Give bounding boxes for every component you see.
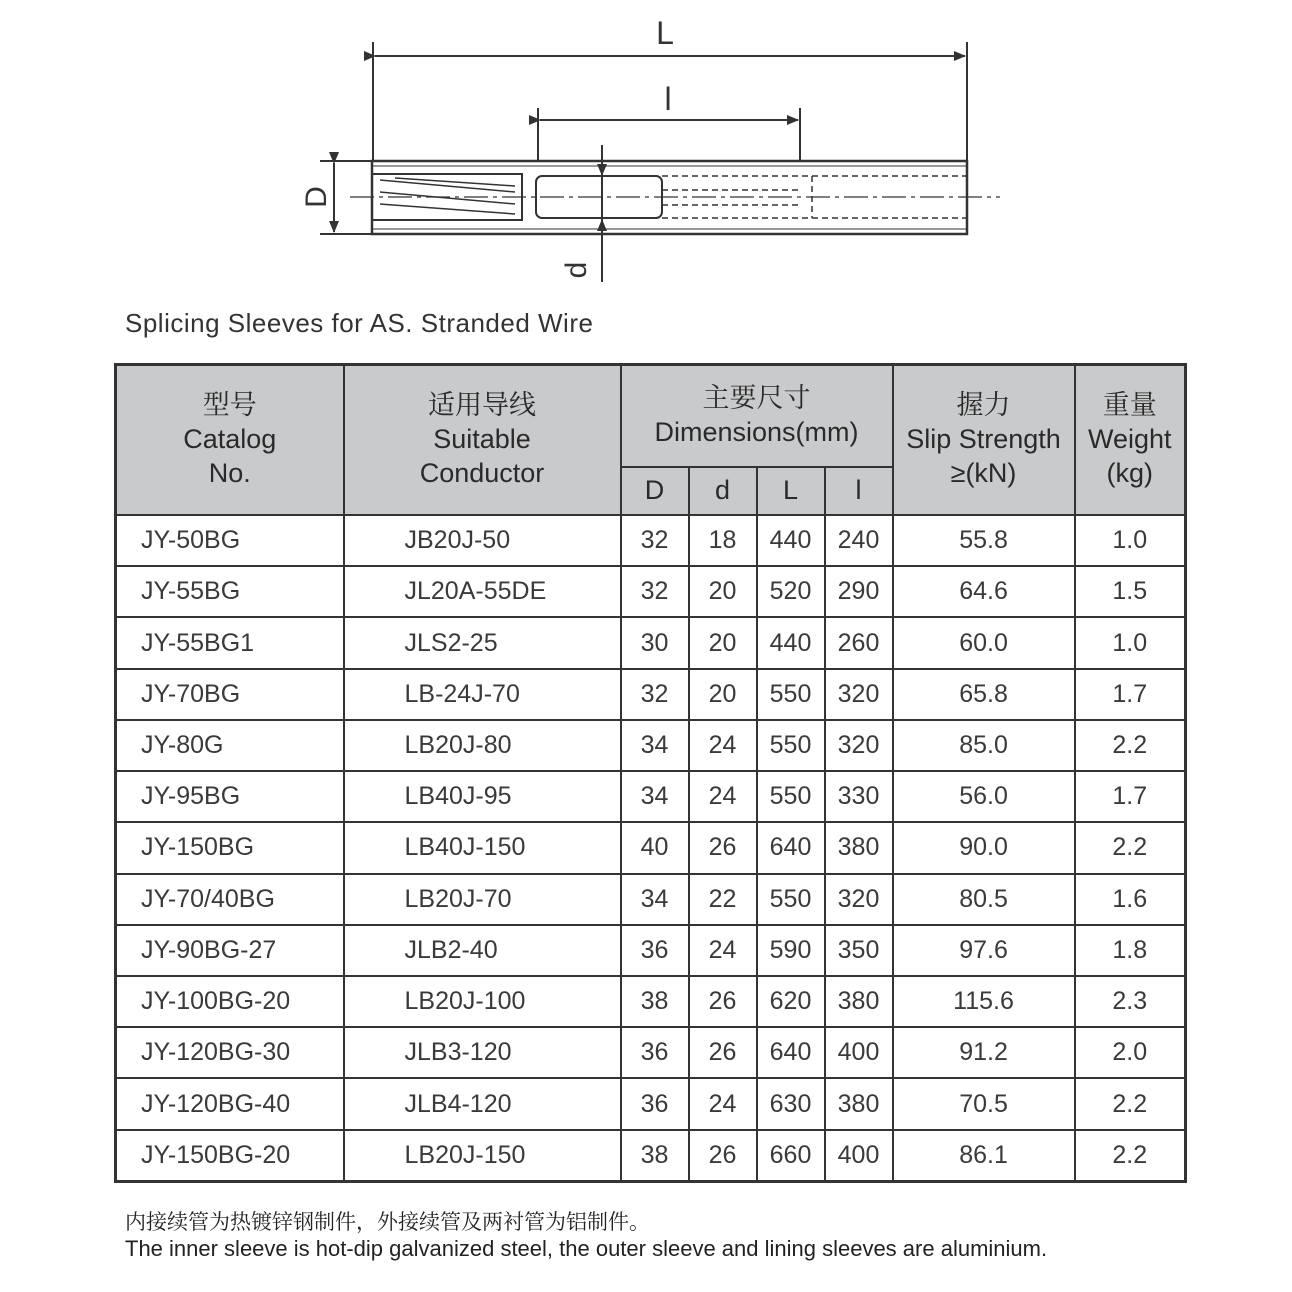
cell-l: 400: [825, 1027, 893, 1078]
header-catalog: 型号 Catalog No.: [116, 365, 344, 516]
table-row: [116, 515, 1186, 566]
note-chinese: 内接续管为热镀锌钢制件，外接续管及两衬管为铝制件。: [125, 1210, 650, 1234]
cell-catalog: JY-120BG-30: [116, 1027, 344, 1078]
cell-l: 320: [825, 874, 893, 925]
cell-L: 550: [757, 874, 825, 925]
cell-conductor: JB20J-50: [344, 515, 621, 566]
cell-slip: 56.0: [893, 771, 1075, 822]
cell-L: 550: [757, 720, 825, 771]
table-row: [116, 1027, 1186, 1078]
header-slip-strength: 握力 Slip Strength ≥(kN): [893, 365, 1075, 516]
cell-D: 36: [621, 1027, 689, 1078]
cell-slip: 55.8: [893, 515, 1075, 566]
cell-conductor: LB20J-150: [344, 1130, 621, 1182]
cell-conductor: JL20A-55DE: [344, 566, 621, 617]
cell-weight: 1.5: [1075, 566, 1186, 617]
cell-l: 400: [825, 1130, 893, 1182]
header-dim-D: D: [621, 467, 689, 515]
table-row: [116, 976, 1186, 1027]
cell-weight: 1.6: [1075, 874, 1186, 925]
cell-catalog: JY-55BG: [116, 566, 344, 617]
header-weight: 重量 Weight (kg): [1075, 365, 1186, 516]
cell-catalog: JY-80G: [116, 720, 344, 771]
cell-weight: 2.2: [1075, 1078, 1186, 1129]
header-conductor: 适用导线 Suitable Conductor: [344, 365, 621, 516]
header-dim-l: l: [825, 467, 893, 515]
cell-l: 290: [825, 566, 893, 617]
header-dim-d: d: [689, 467, 757, 515]
cell-d: 24: [689, 720, 757, 771]
splicing-sleeve-spec-table: [114, 363, 1187, 1183]
cell-conductor: LB40J-95: [344, 771, 621, 822]
cell-weight: 1.7: [1075, 771, 1186, 822]
cell-d: 20: [689, 617, 757, 668]
cell-L: 640: [757, 1027, 825, 1078]
cell-l: 260: [825, 617, 893, 668]
cell-slip: 60.0: [893, 617, 1075, 668]
cell-d: 18: [689, 515, 757, 566]
cell-d: 24: [689, 925, 757, 976]
cell-L: 550: [757, 669, 825, 720]
table-row: [116, 925, 1186, 976]
cell-conductor: LB-24J-70: [344, 669, 621, 720]
cell-slip: 65.8: [893, 669, 1075, 720]
cell-l: 380: [825, 976, 893, 1027]
cell-d: 20: [689, 566, 757, 617]
cell-weight: 1.8: [1075, 925, 1186, 976]
cell-l: 380: [825, 1078, 893, 1129]
cell-catalog: JY-150BG-20: [116, 1130, 344, 1182]
cell-d: 26: [689, 976, 757, 1027]
cell-slip: 80.5: [893, 874, 1075, 925]
header-dim-L: L: [757, 467, 825, 515]
cell-catalog: JY-120BG-40: [116, 1078, 344, 1129]
cell-d: 20: [689, 669, 757, 720]
cell-L: 620: [757, 976, 825, 1027]
cell-conductor: LB20J-70: [344, 874, 621, 925]
cell-weight: 2.0: [1075, 1027, 1186, 1078]
cell-conductor: LB20J-80: [344, 720, 621, 771]
cell-slip: 85.0: [893, 720, 1075, 771]
cell-weight: 2.2: [1075, 822, 1186, 873]
cell-L: 520: [757, 566, 825, 617]
header-dimensions: 主要尺寸 Dimensions(mm): [621, 365, 893, 468]
table-title: Splicing Sleeves for AS. Stranded Wire: [125, 308, 594, 338]
cell-d: 24: [689, 771, 757, 822]
cell-slip: 70.5: [893, 1078, 1075, 1129]
table-row: [116, 566, 1186, 617]
cell-L: 440: [757, 515, 825, 566]
cell-D: 36: [621, 925, 689, 976]
cell-D: 34: [621, 874, 689, 925]
cell-conductor: JLB3-120: [344, 1027, 621, 1078]
cell-weight: 2.2: [1075, 1130, 1186, 1182]
cell-D: 34: [621, 771, 689, 822]
note-english: The inner sleeve is hot-dip galvanized steel, the outer sleeve and lining sleeves are aluminium.: [125, 1236, 1048, 1261]
cell-conductor: JLB4-120: [344, 1078, 621, 1129]
cell-L: 440: [757, 617, 825, 668]
cell-conductor: JLS2-25: [344, 617, 621, 668]
cell-L: 660: [757, 1130, 825, 1182]
cell-catalog: JY-55BG1: [116, 617, 344, 668]
cell-l: 380: [825, 822, 893, 873]
cell-l: 320: [825, 720, 893, 771]
cell-L: 630: [757, 1078, 825, 1129]
cell-conductor: LB20J-100: [344, 976, 621, 1027]
cell-slip: 97.6: [893, 925, 1075, 976]
label-l: l: [664, 81, 672, 117]
cell-catalog: JY-50BG: [116, 515, 344, 566]
cell-d: 26: [689, 822, 757, 873]
cell-l: 330: [825, 771, 893, 822]
cell-slip: 86.1: [893, 1130, 1075, 1182]
cell-D: 34: [621, 720, 689, 771]
cell-D: 32: [621, 515, 689, 566]
label-L: L: [656, 15, 674, 51]
table-row: [116, 669, 1186, 720]
cell-weight: 2.2: [1075, 720, 1186, 771]
cell-weight: 1.0: [1075, 617, 1186, 668]
cell-catalog: JY-90BG-27: [116, 925, 344, 976]
cell-D: 40: [621, 822, 689, 873]
cell-catalog: JY-100BG-20: [116, 976, 344, 1027]
cell-l: 350: [825, 925, 893, 976]
cell-catalog: JY-150BG: [116, 822, 344, 873]
cell-L: 550: [757, 771, 825, 822]
cell-slip: 64.6: [893, 566, 1075, 617]
cell-D: 38: [621, 1130, 689, 1182]
cell-slip: 90.0: [893, 822, 1075, 873]
cell-L: 640: [757, 822, 825, 873]
cell-D: 38: [621, 976, 689, 1027]
cell-d: 26: [689, 1027, 757, 1078]
table-row: [116, 874, 1186, 925]
table-row: [116, 822, 1186, 873]
label-D: D: [299, 186, 333, 208]
cell-catalog: JY-70BG: [116, 669, 344, 720]
cell-d: 26: [689, 1130, 757, 1182]
cell-catalog: JY-70/40BG: [116, 874, 344, 925]
cell-conductor: JLB2-40: [344, 925, 621, 976]
cell-weight: 1.7: [1075, 669, 1186, 720]
cell-catalog: JY-95BG: [116, 771, 344, 822]
cell-weight: 2.3: [1075, 976, 1186, 1027]
sleeve-dimension-drawing: [0, 0, 1292, 300]
table-row: [116, 720, 1186, 771]
cell-weight: 1.0: [1075, 515, 1186, 566]
cell-d: 24: [689, 1078, 757, 1129]
cell-d: 22: [689, 874, 757, 925]
cell-D: 32: [621, 566, 689, 617]
table-row: [116, 617, 1186, 668]
cell-slip: 115.6: [893, 976, 1075, 1027]
cell-D: 32: [621, 669, 689, 720]
cell-conductor: LB40J-150: [344, 822, 621, 873]
cell-D: 30: [621, 617, 689, 668]
cell-slip: 91.2: [893, 1027, 1075, 1078]
cell-L: 590: [757, 925, 825, 976]
table-row: [116, 1078, 1186, 1129]
cell-l: 240: [825, 515, 893, 566]
cell-l: 320: [825, 669, 893, 720]
label-d: d: [559, 261, 593, 279]
table-row: [116, 1130, 1186, 1182]
cell-D: 36: [621, 1078, 689, 1129]
table-row: [116, 771, 1186, 822]
